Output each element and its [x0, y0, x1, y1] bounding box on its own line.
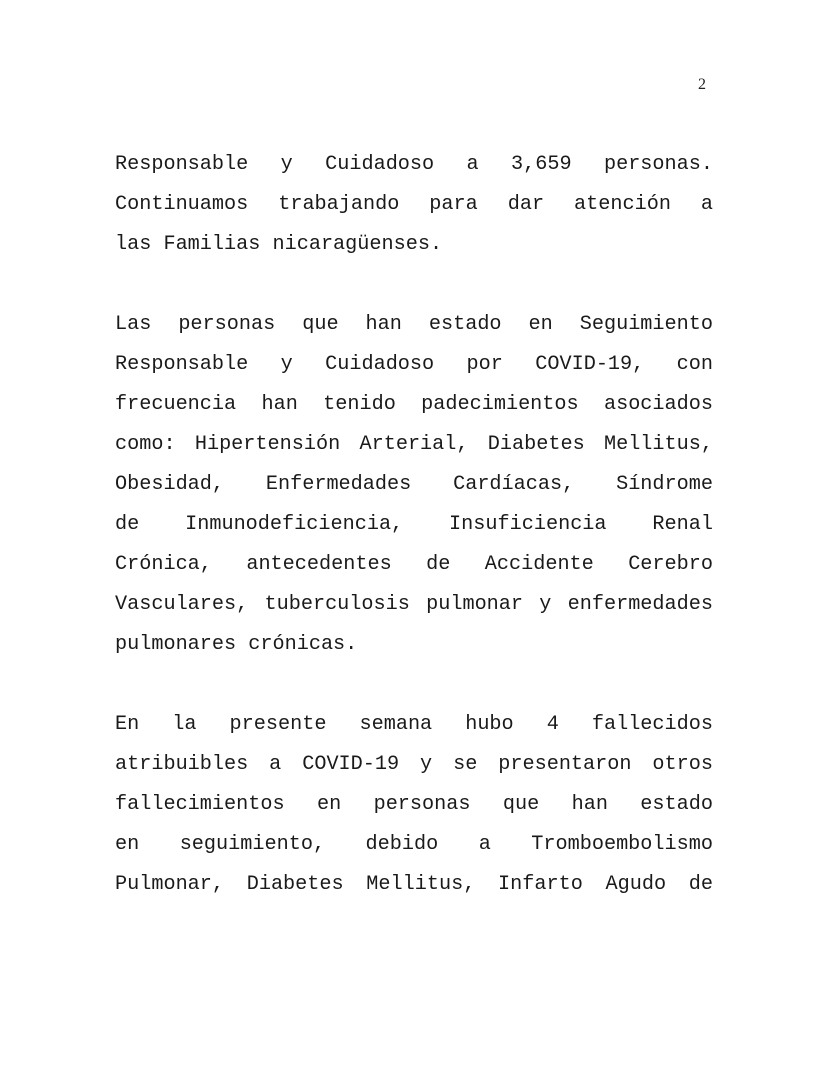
text-line: fallecimientos en personas que han estado	[115, 793, 713, 816]
text-line: Obesidad, Enfermedades Cardíacas, Síndrome	[115, 473, 713, 496]
text-line: Responsable y Cuidadoso por COVID-19, con	[115, 353, 713, 376]
text-line: de Inmunodeficiencia, Insuficiencia Renal	[115, 513, 713, 536]
text-line: Responsable y Cuidadoso a 3,659 personas.	[115, 153, 713, 176]
text-line: Las personas que han estado en Seguimiento	[115, 313, 713, 336]
text-line: Vasculares, tuberculosis pulmonar y enfermedades	[115, 593, 713, 616]
paragraph-comorbidities	[115, 310, 713, 670]
text-line: atribuibles a COVID-19 y se presentaron otros	[115, 753, 713, 776]
text-line: en seguimiento, debido a Tromboembolismo	[115, 833, 713, 856]
text-line: las Familias nicaragüenses.	[115, 233, 443, 256]
text-line: Continuamos trabajando para dar atención a	[115, 193, 713, 216]
paragraph-deaths	[115, 710, 713, 910]
page-number: 2	[698, 76, 706, 93]
paragraph-follow-up-summary	[115, 150, 713, 270]
text-line: como: Hipertensión Arterial, Diabetes Mellitus,	[115, 433, 713, 456]
text-line: Pulmonar, Diabetes Mellitus, Infarto Agudo de	[115, 873, 713, 896]
document-body	[115, 150, 713, 950]
text-line: frecuencia han tenido padecimientos asociados	[115, 393, 713, 416]
text-line: En la presente semana hubo 4 fallecidos	[115, 713, 713, 736]
text-line: Crónica, antecedentes de Accidente Cerebro	[115, 553, 713, 576]
text-line: pulmonares crónicas.	[115, 633, 358, 656]
